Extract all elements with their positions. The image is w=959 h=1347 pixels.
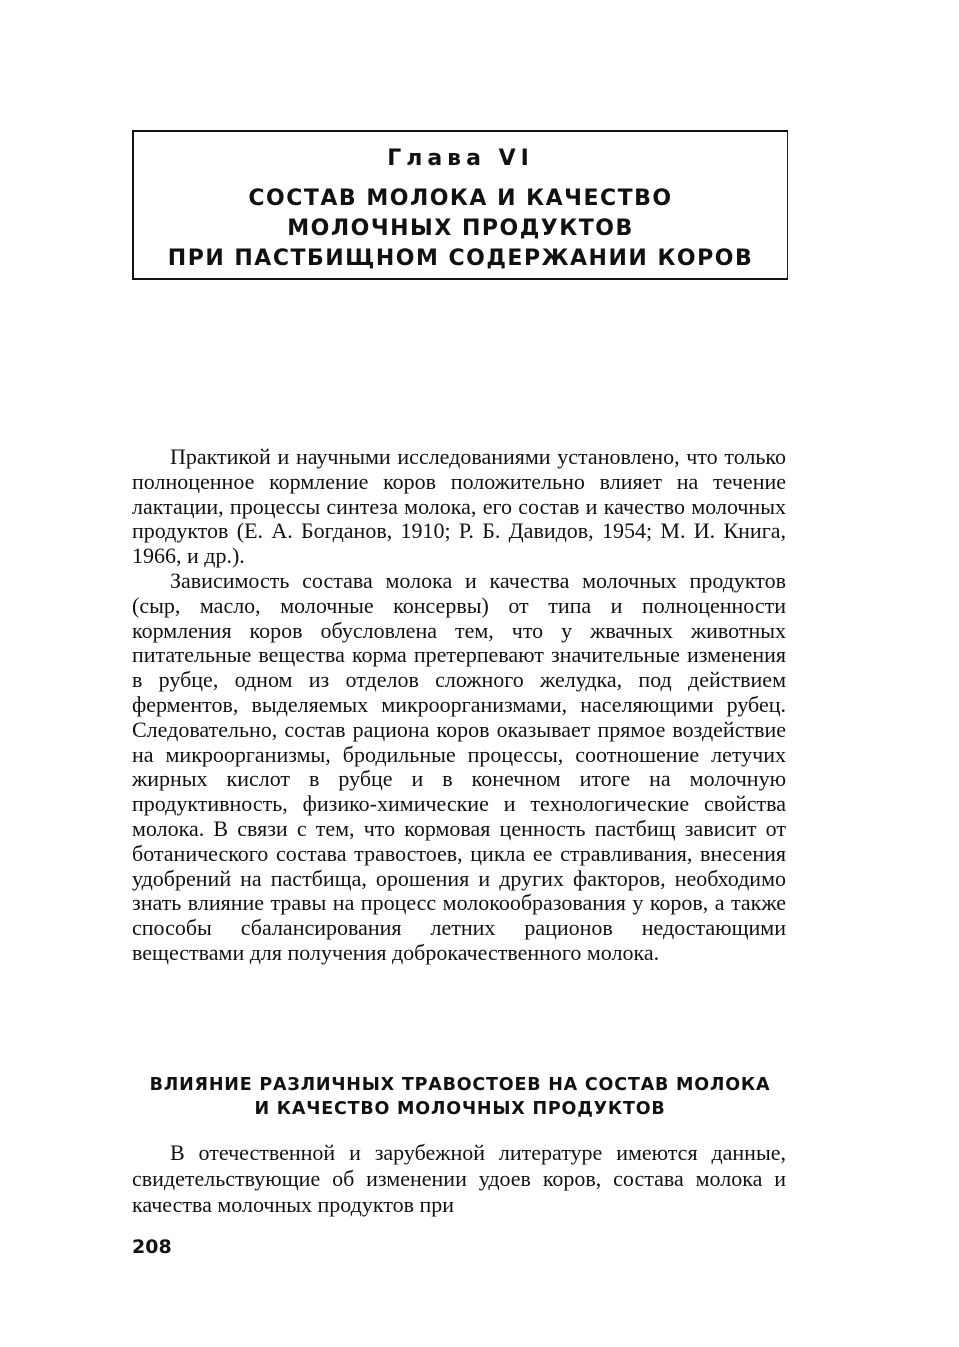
paragraph: Практикой и научными исследованиями установлено, что только полноценное кормление коров положительно влияет на течение лактации, процессы синтеза молока, его состав и качество молочных продуктов (Е. А. Богданов, 1910; Р. Б. Давидов, 1954; М. И. Книга, 1966, и др.). bbox=[132, 444, 786, 569]
body-text bbox=[132, 445, 786, 966]
paragraph: Зависимость состава молока и качества молочных продуктов (сыр, масло, молочные консервы) от типа и полноценности кормления коров обусловлена тем, что у жвачных животных питательные вещества корма претерпевают значительные изменения в рубце, одном из отделов сложного желудка, под действием ферментов, выделяемых микроорганизмами, населяющими рубец. Следовательно, состав рациона коров оказывает прямое воздействие на микроорганизмы, бродильные процессы, соотношение летучих жирных кислот в рубце и в конечном итоге на молочную продуктивность, физико-химические и технологические свойства молока. В связи с тем, что кормовая ценность пастбищ зависит от ботанического состава травостоев, цикла ее стравливания, внесения удобрений на пастбища, орошения и других факторов, необходимо знать влияние травы на процесс молокообразования у коров, а также способы сбалансирования летних рационов недостающими веществами для получения доброкачественного молока. bbox=[132, 567, 786, 965]
chapter-title-line: ПРИ ПАСТБИЩНОМ СОДЕРЖАНИИ КОРОВ bbox=[167, 246, 754, 271]
section-text bbox=[132, 1140, 786, 1218]
chapter-title-line: СОСТАВ МОЛОКА И КАЧЕСТВО bbox=[248, 186, 673, 211]
section-heading-line: И КАЧЕСТВО МОЛОЧНЫХ ПРОДУКТОВ bbox=[254, 1099, 666, 1119]
section-heading bbox=[132, 1073, 788, 1121]
chapter-header-box bbox=[132, 130, 788, 280]
page-number: 208 bbox=[132, 1236, 172, 1258]
chapter-label: Глава VI bbox=[387, 146, 534, 171]
section-heading-line: ВЛИЯНИЕ РАЗЛИЧНЫХ ТРАВОСТОЕВ НА СОСТАВ МОЛОКА bbox=[149, 1075, 771, 1095]
paragraph: В отечественной и зарубежной литературе имеются данные, свидетельствующие об изменении удоев коров, состава молока и качества молочных продуктов при bbox=[132, 1140, 786, 1217]
chapter-title bbox=[134, 184, 787, 274]
chapter-title-line: МОЛОЧНЫХ ПРОДУКТОВ bbox=[287, 216, 634, 241]
